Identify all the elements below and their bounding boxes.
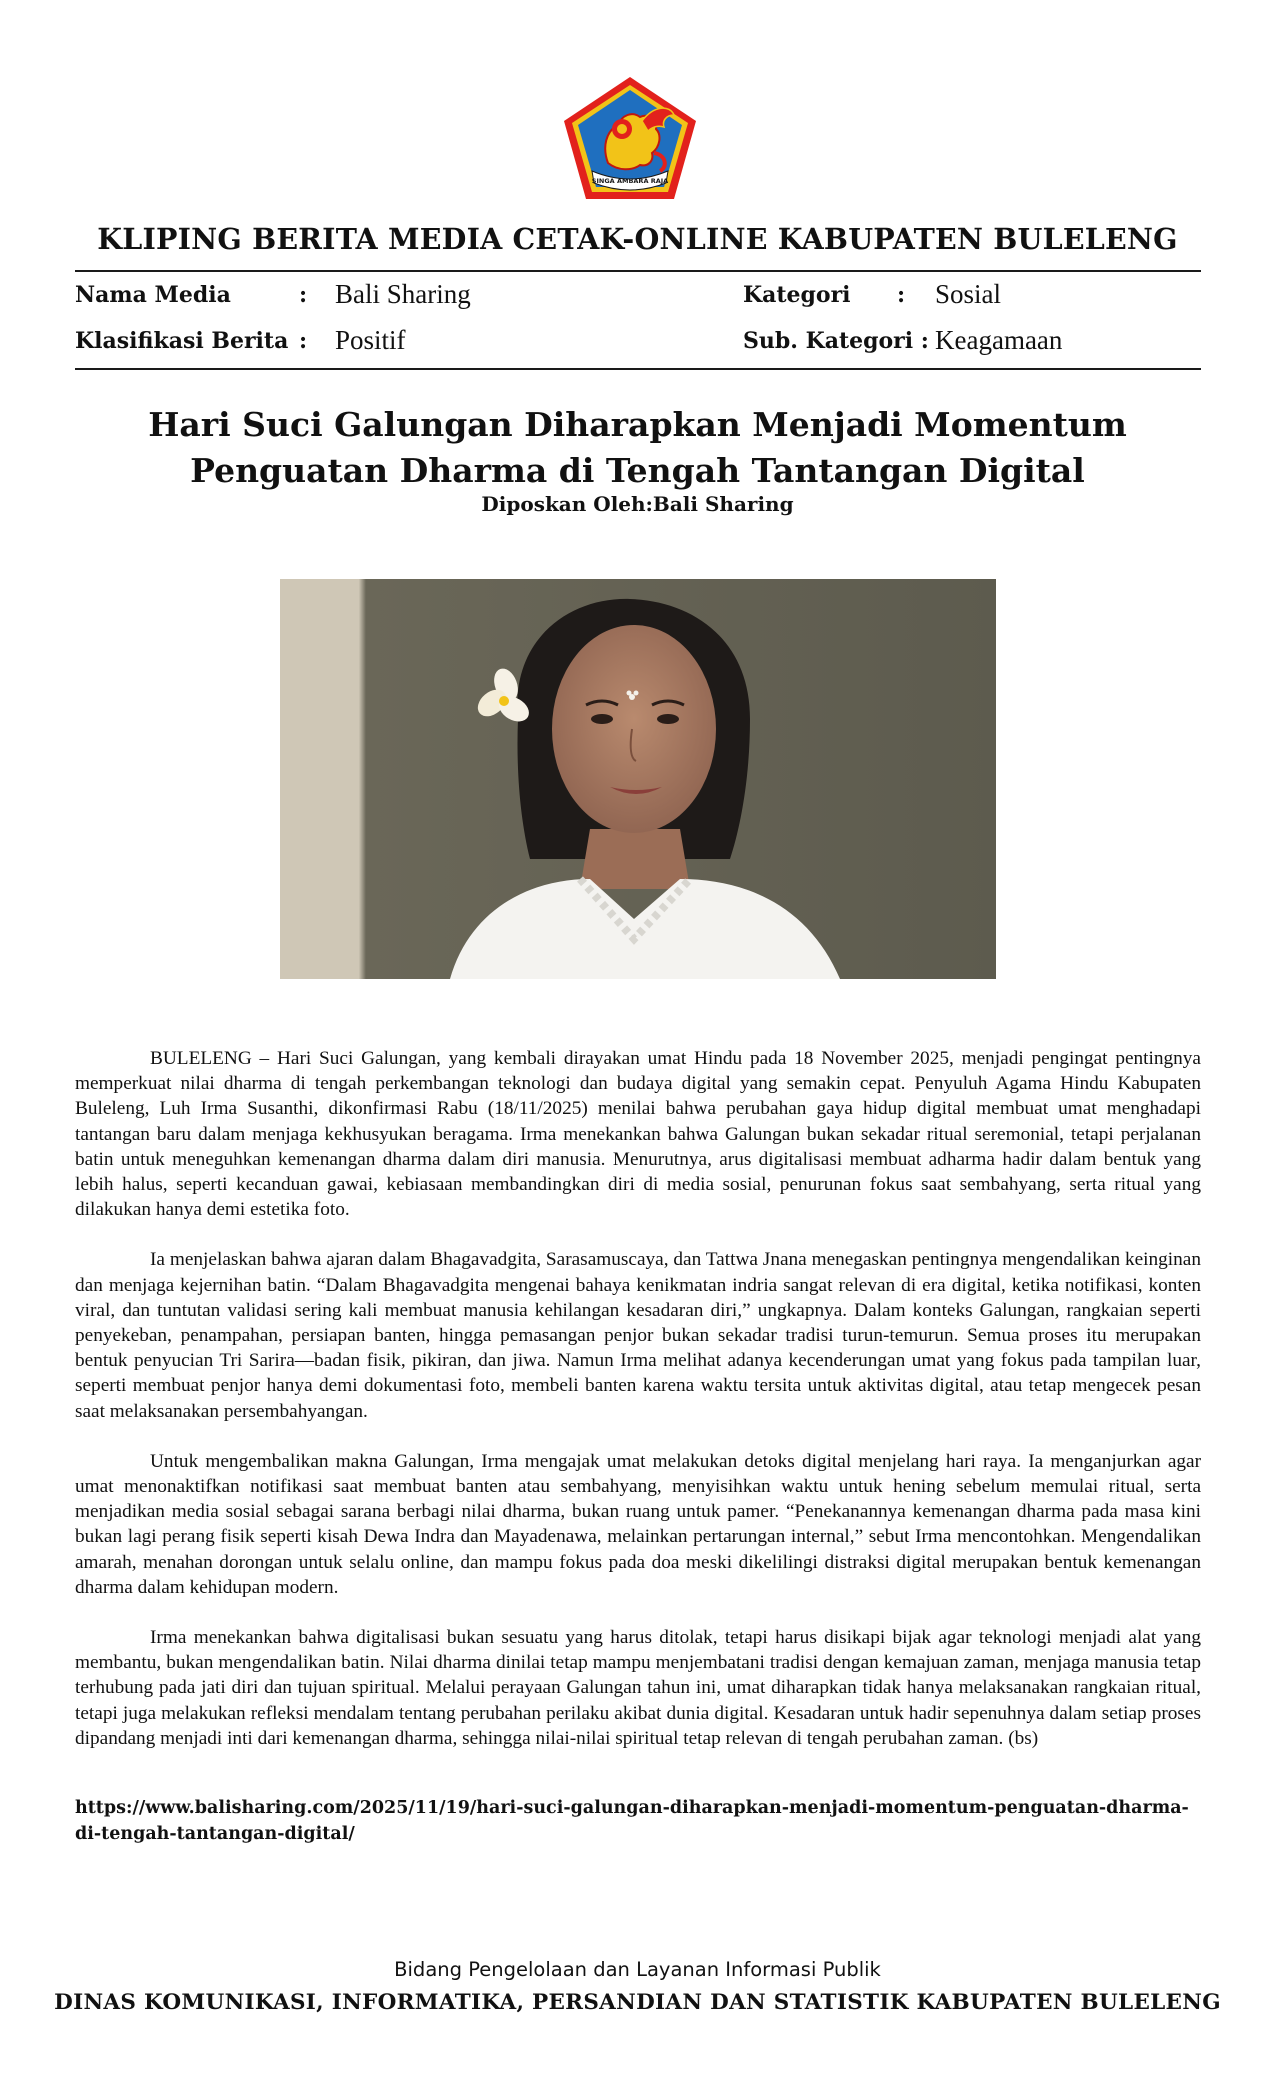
article-paragraph: Untuk mengembalikan makna Galungan, Irma mengajak umat melakukan detoks digital menjelang hari raya. Ia menganjurkan agar umat menonaktifkan notifikasi saat membuat banten atau sembahyang, menyisihkan waktu untuk hening sebelum memulai ritual, serta menjadikan media sosial sebagai sarana berbagi nilai dharma, bukan ruang untuk pamer. “Penekanannya kemenangan dharma pada masa kini bukan lagi perang fisik seperti kisah Dewa Indra dan Mayadenawa, melainkan pertarungan internal,” sebut Irma mencontohkan. Mengendalikan amarah, menahan dorongan untuk selalu online, dan mampu fokus pada doa meski dikelilingi distraksi digital merupakan bentuk kemenangan dharma dalam kehidupan modern. [75,1450,1201,1598]
headline-line-1: Hari Suci Galungan Diharapkan Menjadi Momentum [148,405,1127,444]
singa-ambara-raja-emblem-icon [562,75,699,202]
top-divider [75,270,1201,272]
meta-row-media [75,276,1201,316]
meta-row-klasifikasi [75,322,1201,362]
article-paragraph: Ia menjelaskan bahwa ajaran dalam Bhagavadgita, Sarasamuscaya, dan Tattwa Jnana menegaskan pentingnya mengendalikan keinginan dan menjaga kejernihan batin. “Dalam Bhagavadgita mengenai bahaya kenikmatan indria sangat relevan di era digital, ketika notifikasi, konten viral, dan tuntutan validasi sering kali membuat manusia kehilangan kesadaran diri,” ungkapnya. Dalam konteks Galungan, rangkaian seperti penyekeban, penampahan, persiapan banten, hingga pemasangan penjor bukan sekadar tradisi turun-temurun. Semua proses itu merupakan bentuk penyucian Tri Sarira—badan fisik, pikiran, dan jiwa. Namun Irma melihat adanya kecenderungan umat yang fokus pada tampilan luar, seperti membuat penjor hanya demi dokumentasi foto, membeli banten karena waktu tersita untuk aktivitas digital, atau tetap mengecek pesan saat melaksanakan persembahyangan. [75,1249,1201,1422]
article-paragraph: Irma menekankan bahwa digitalisasi bukan sesuatu yang harus ditolak, tetapi harus disikapi bijak agar teknologi menjadi alat yang membantu, bukan mengendalikan batin. Nilai dharma dinilai tetap mampu menjembatani tradisi dengan kemajuan zaman, menjaga manusia tetap terhubung pada jati diri dan tujuan spiritual. Melalui perayaan Galungan tahun ini, umat diharapkan tidak hanya melaksanakan rangkaian ritual, tetapi juga melakukan refleksi mendalam tentang perubahan perilaku akibat dunia digital. Kesadaran untuk hadir sepenuhnya dalam setiap proses dipandang menjadi inti dari kemenangan dharma, sehingga nilai-nilai spiritual tetap relevan di tengah perubahan zaman. (bs) [75,1627,1201,1749]
footer-department: Bidang Pengelolaan dan Layanan Informasi Publik [394,1958,881,1981]
headline-line-2: Penguatan Dharma di Tengah Tantangan Digital [190,451,1085,490]
article-headline [100,402,1175,494]
footer-agency: DINAS KOMUNIKASI, INFORMATIKA, PERSANDIAN DAN STATISTIK KABUPATEN BULELENG [54,1990,1221,2015]
article-paragraph: BULELENG – Hari Suci Galungan, yang kembali dirayakan umat Hindu pada 18 November 2025, menjadi pengingat pentingnya memperkuat nilai dharma di tengah perkembangan teknologi dan budaya digital yang semakin cepat. Penyuluh Agama Hindu Kabupaten Buleleng, Luh Irma Susanthi, dikonfirmasi Rabu (18/11/2025) menilai bahwa perubahan gaya hidup digital membuat umat menghadapi tantangan baru dalam menjaga kekhusyukan beragama. Irma menekankan bahwa Galungan bukan sekadar ritual seremonial, tetapi perjalanan batin untuk meneguhkan kemenangan dharma dalam diri manusia. Menurutnya, arus digitalisasi membuat adharma hadir dalam bentuk yang lebih halus, seperti kecanduan gawai, kebiasaan membandingkan diri di media sosial, penurunan fokus saat sembahyang, serta ritual yang dilakukan hanya demi estetika foto. [75,1048,1201,1221]
emblem-motto-text: SINGA AMBARA RAJA [591,177,669,185]
article-body [75,1046,1201,1776]
media-colon: : [299,282,308,308]
kategori-label: Kategori [743,282,851,308]
subkategori-value: Keagamaan [935,325,1063,355]
subkategori-label: Sub. Kategori : [743,328,929,354]
klasifikasi-colon: : [299,328,308,354]
klasifikasi-label: Klasifikasi Berita [75,328,289,354]
portrait-photo-image [280,579,996,979]
source-url-link[interactable]: https://www.balisharing.com/2025/11/19/hari-suci-galungan-diharapkan-menjadi-momentum-penguatan-dharma-di-tengah-tantangan-digital/ [75,1798,1189,1844]
media-label: Nama Media [75,282,231,308]
page-title: KLIPING BERITA MEDIA CETAK-ONLINE KABUPATEN BULELENG [97,222,1178,256]
bottom-divider [75,368,1201,370]
media-value: Bali Sharing [335,279,471,309]
kategori-value: Sosial [935,279,1002,309]
kategori-colon: : [897,282,906,308]
buleleng-emblem-logo [562,75,699,202]
klasifikasi-value: Positif [335,325,406,355]
article-photo [280,579,996,979]
article-byline: Diposkan Oleh:Bali Sharing [481,492,794,516]
